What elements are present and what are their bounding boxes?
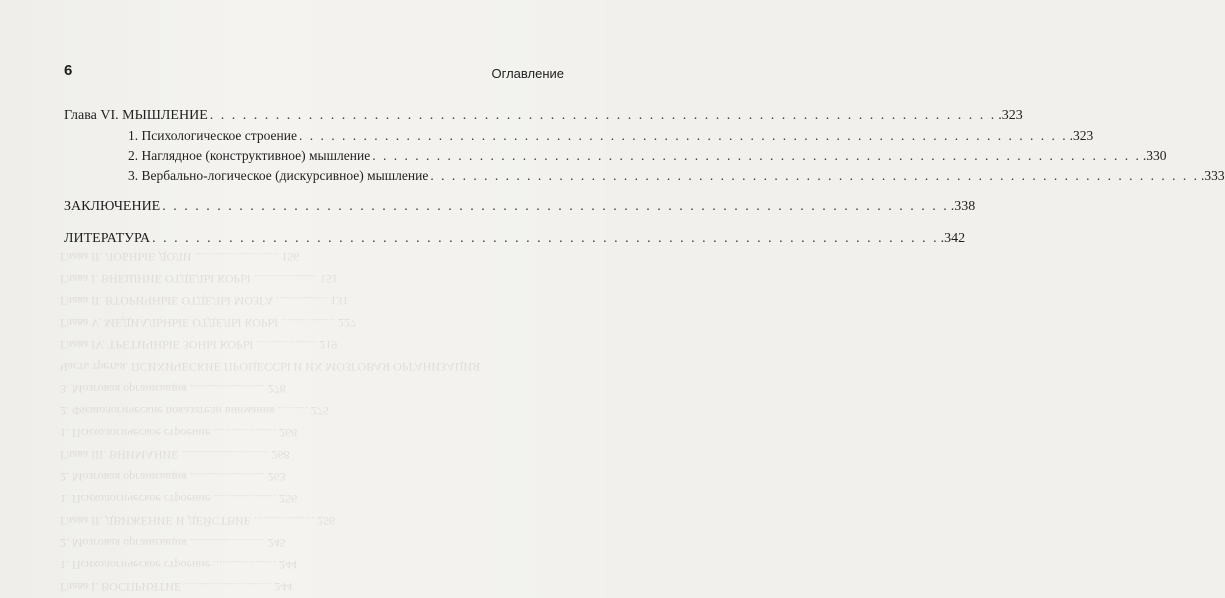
dot-leader: . . . . . . . . . . . . . . . . . . . . . . . . . . . . . . . . . . . . . . . . . . . . . . . . . . . . . . . . . . . . . . . . . . . . . . . . xyxy=(372,148,1141,163)
table-of-contents xyxy=(64,106,1225,249)
toc-entry-label: 2. Наглядное (конструктивное) мышление xyxy=(128,148,371,163)
toc-page-number: .338 xyxy=(950,199,976,214)
toc-entry-label: Глава VI. МЫШЛЕНИЕ xyxy=(64,108,208,123)
dot-leader: . . . . . . . . . . . . . . . . . . . . . . . . . . . . . . . . . . . . . . . . . . . . . . . . . . . . . . . . . . . . . . . . . . . . . . . . xyxy=(430,168,1199,183)
toc-conclusion[interactable] xyxy=(64,197,976,217)
toc-page-number: .333 xyxy=(1200,168,1225,183)
toc-section-1[interactable] xyxy=(64,126,1094,146)
toc-page-number: .323 xyxy=(998,108,1023,123)
toc-page-number: .330 xyxy=(1142,148,1167,163)
dot-leader: . . . . . . . . . . . . . . . . . . . . . . . . . . . . . . . . . . . . . . . . . . . . . . . . . . . . . . . . . . . . . . . . . . . . . . . . xyxy=(298,128,1068,143)
toc-page-number: .323 xyxy=(1069,128,1094,143)
toc-section-3[interactable] xyxy=(64,166,1225,186)
toc-entry-label: 1. Психологическое строение xyxy=(128,128,297,143)
toc-section-2[interactable] xyxy=(64,146,1167,166)
toc-entry-label: 3. Вербально-логическое (дискурсивное) мышление xyxy=(128,168,429,183)
dot-leader: . . . . . . . . . . . . . . . . . . . . . . . . . . . . . . . . . . . . . . . . . . . . . . . . . . . . . . . . . . . . . . . . . . . . . . . . xyxy=(209,108,997,123)
toc-literature[interactable] xyxy=(64,229,966,249)
bleed-through-text: Глава I. ВОСПРИЯТИЕ ............................. 244 1. Психологическое строение ..................... 244 2. Мозговая организация ......................... 245 Глава II. ДВИЖЕНИЕ И ДЕЙСТВИЕ .................... 256 1. Психологическое строение ..................... 256 2. Мозговая организация ......................... 263 Глава III. ВНИМАНИЕ ............................. 268 1. Психологическое строение ..................... 268 2. Физиологические показатели внимания .......... 275 3. Мозговая организация ......................... 278 Часть третья. ПСИХИЧЕСКИЕ ПРОЦЕССЫ И ИХ МОЗГОВАЯ ОРГАНИЗАЦИЯ Глава IV. ТРЕТИЧНЫЕ ЗОНЫ КОРЫ .................... 219 Глава V. МЕДИАЛЬНЫЕ ОТДЕЛЫ КОРЫ .................. 227 Глава II. ВТОРИЧНЫЕ ОТДЕЛЫ МОЗГА ................. 131 Глава I. ВНЕШНИЕ ОТДЕЛЫ КОРЫ ..................... 151 Глава II. ЛОБНЫЕ ДОЛИ ............................ 156 xyxy=(60,250,481,594)
toc-entry-label: ЛИТЕРАТУРА xyxy=(64,231,151,246)
toc-page-number: .342 xyxy=(940,231,966,246)
page-number: 6 xyxy=(64,62,73,79)
toc-entry-label: ЗАКЛЮЧЕНИЕ xyxy=(64,199,161,214)
dot-leader: . . . . . . . . . . . . . . . . . . . . . . . . . . . . . . . . . . . . . . . . . . . . . . . . . . . . . . . . . . . . . . . . . . . . . . . . xyxy=(152,231,939,246)
toc-chapter-6[interactable] xyxy=(64,106,1023,126)
dot-leader: . . . . . . . . . . . . . . . . . . . . . . . . . . . . . . . . . . . . . . . . . . . . . . . . . . . . . . . . . . . . . . . . . . . . . . . . xyxy=(162,199,949,214)
running-head: Оглавление xyxy=(491,66,564,81)
